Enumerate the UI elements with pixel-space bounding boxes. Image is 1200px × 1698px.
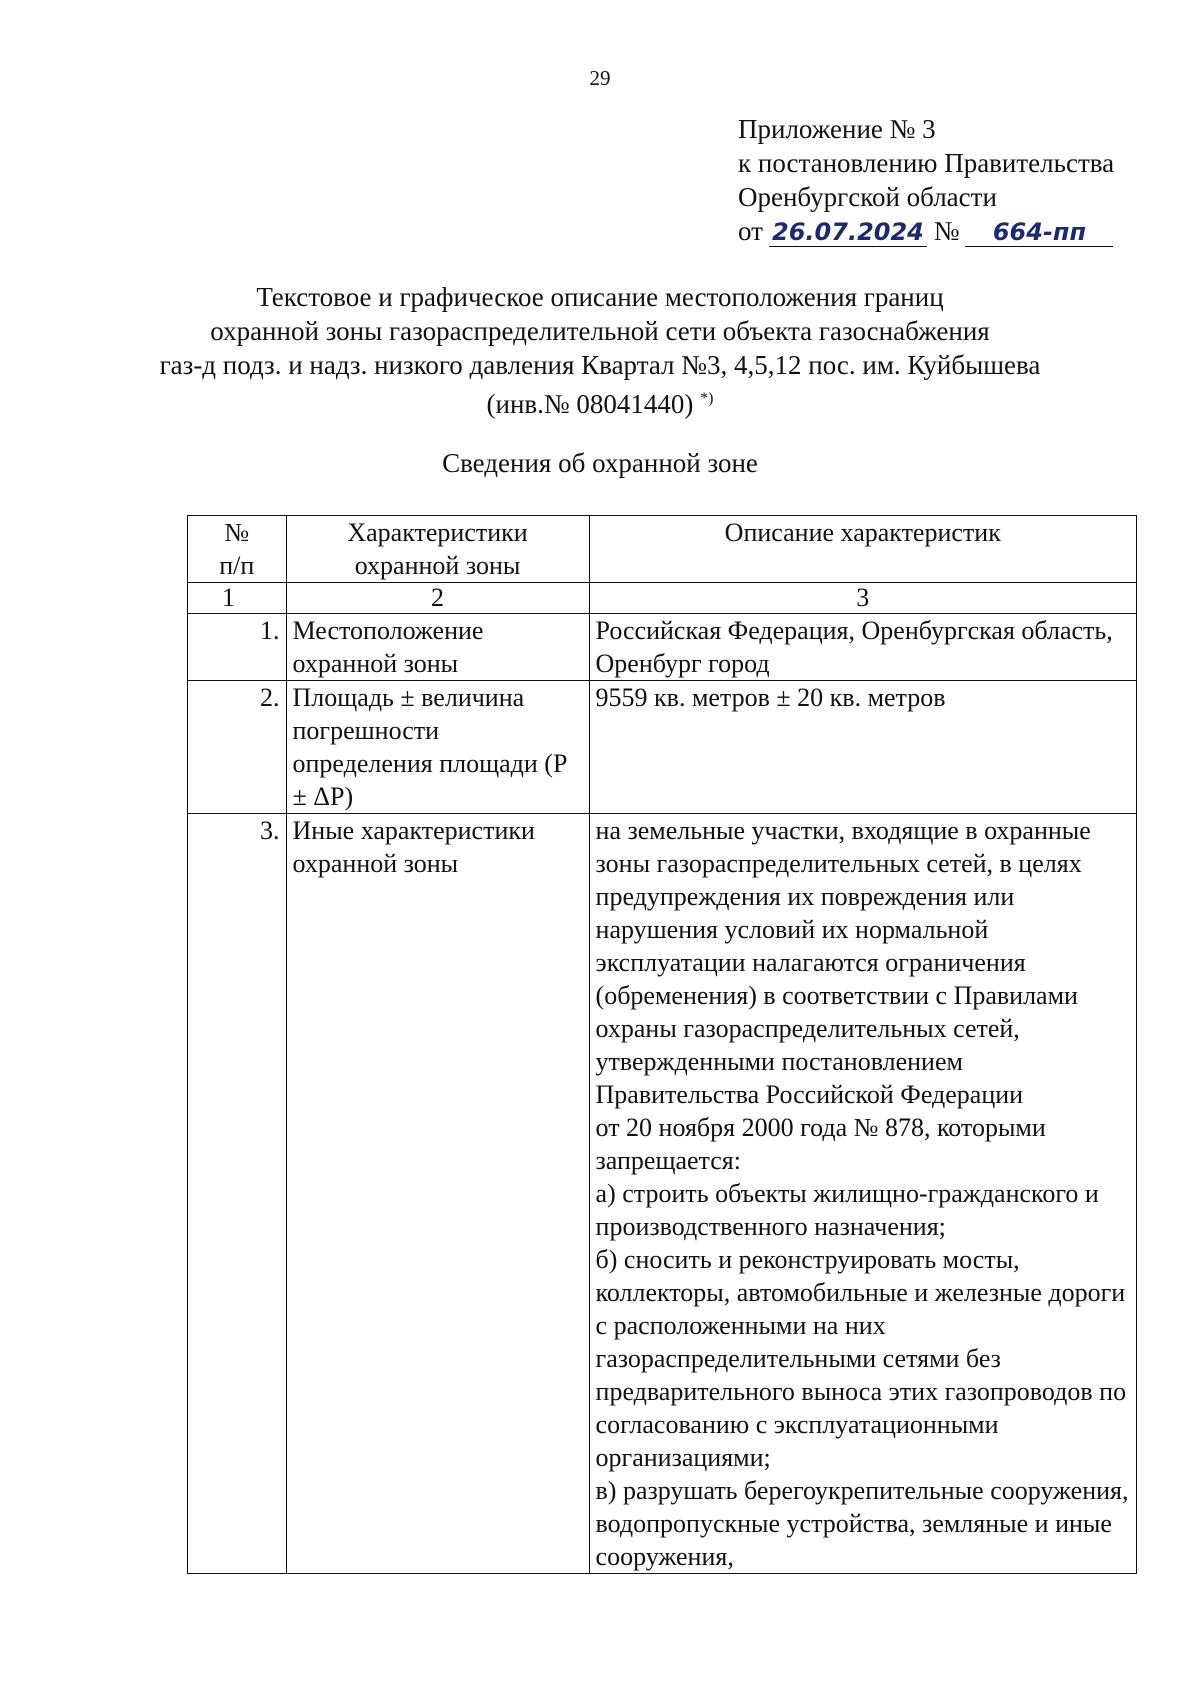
header-description: Описание характеристик [589,516,1136,583]
row-name: Площадь ± величина погрешности определения площади (P ± ΔP) [286,681,589,814]
page-number: 29 [589,66,611,90]
row-description: 9559 кв. метров ± 20 кв. метров [589,681,1136,814]
table-index-row [188,583,1137,614]
appendix-line-2: к постановлению Правительства [738,148,1115,178]
appendix-date-line [738,214,1114,248]
header-characteristics: Характеристики охранной зоны [286,516,589,583]
table-row [188,681,1137,814]
protection-zone-table [187,515,1137,1574]
document-title [0,280,1200,421]
section-heading: Сведения об охранной зоне [442,448,758,478]
index-cell-1: 1 [188,583,287,614]
handwritten-date: 26.07.2024 [769,218,927,247]
description-paragraph: от 20 ноября 2000 года № 878, которыми запрещается: [595,1113,1046,1175]
row-description [589,814,1136,1574]
index-cell-2: 2 [286,583,589,614]
footnote-mark: *) [700,390,714,407]
table-row [188,814,1137,1574]
description-paragraph: на земельные участки, входящие в охранные зоны газораспределительных сетей, в целях предупреждения их повреждения или нарушения условий их нормальной эксплуатации налагаются ограничения (обременения) в соответствии с Правилами охраны газораспределительных сетей, утвержденными постановлением Правительства Российской Федерации [595,816,1091,1109]
table-header-row [188,516,1137,583]
title-line-2: охранной зоны газораспределительной сети объекта газоснабжения [210,316,990,346]
row-description: Российская Федерация, Оренбургская область, Оренбург город [589,614,1136,681]
row-number: 1. [188,614,287,681]
title-line-3: газ-д подз. и надз. низкого давления Квартал №3, 4,5,12 пос. им. Куйбышева [159,350,1041,380]
index-cell-3: 3 [589,583,1136,614]
description-paragraph: б) сносить и реконструировать мосты, коллекторы, автомобильные и железные дороги с расположенными на них газораспределительными сетями без предварительного выноса этих газопроводов по согласованию с эксплуатационными организациями; [595,1245,1127,1472]
header-number: № п/п [188,516,287,583]
table-row [188,614,1137,681]
row-name: Иные характеристики охранной зоны [286,814,589,1574]
description-paragraph: в) разрушать берегоукрепительные сооружения, водопропускные устройства, земляные и иные сооружения, [595,1476,1129,1571]
description-paragraph: а) строить объекты жилищно-гражданского и производственного назначения; [595,1179,1099,1241]
appendix-line-3: Оренбургской области [738,182,997,212]
appendix-block [738,112,1114,248]
row-number: 3. [188,814,287,1574]
row-number: 2. [188,681,287,814]
number-prefix: № [933,216,960,246]
inventory-number: (инв.№ 08041440) [486,389,694,419]
title-line-4 [0,382,1200,421]
row-name: Местоположение охранной зоны [286,614,589,681]
appendix-line-1: Приложение № 3 [738,114,936,144]
handwritten-number: 664-пп [965,218,1113,247]
title-line-1: Текстовое и графическое описание местоположения границ [256,282,944,312]
date-prefix: от [738,216,763,246]
